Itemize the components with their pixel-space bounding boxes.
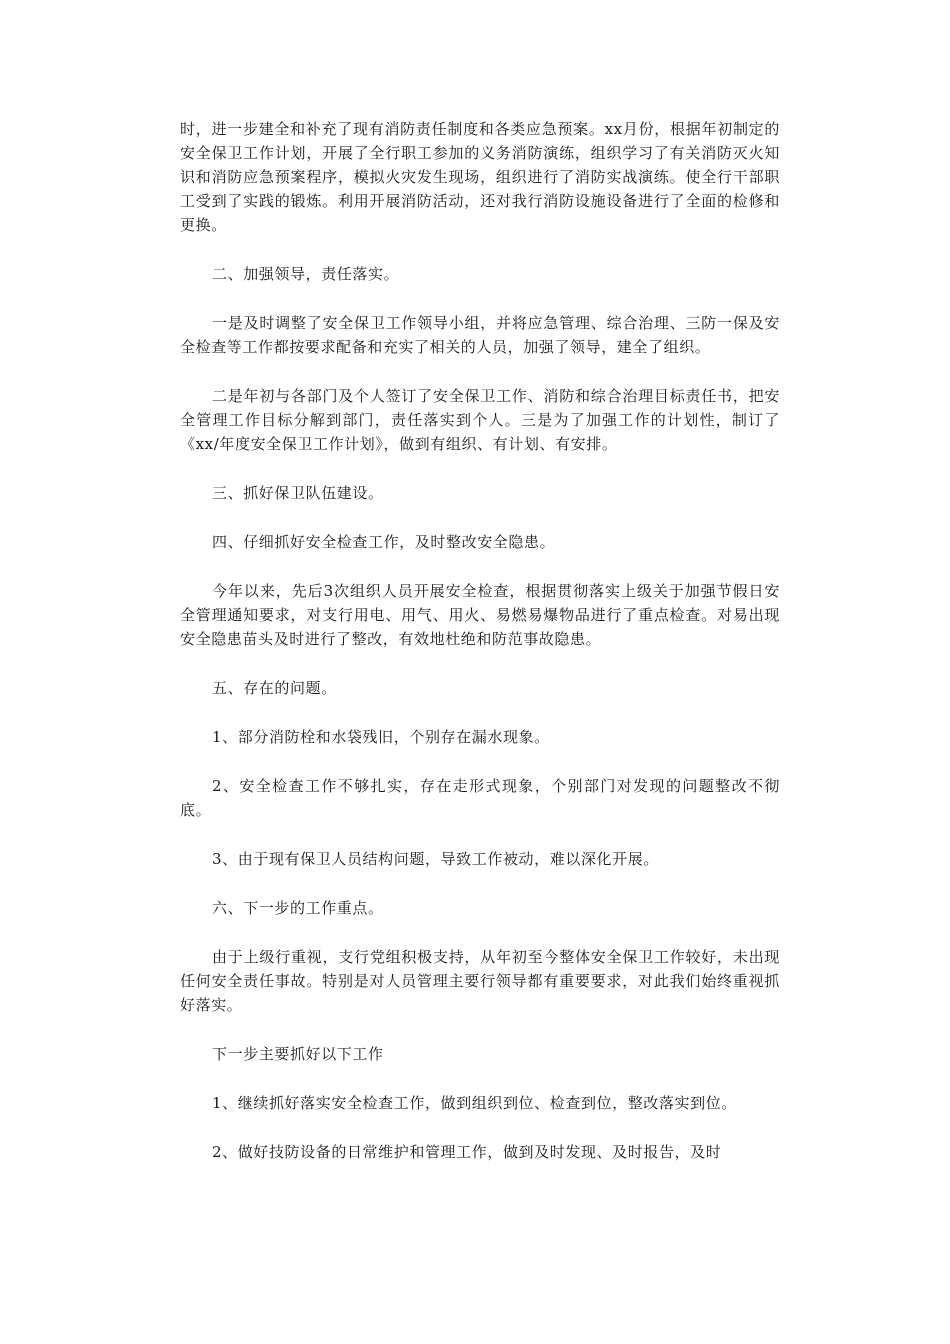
paragraph: 二是年初与各部门及个人签订了安全保卫工作、消防和综合治理目标责任书，把安全管理工作目标分解到部门，责任落实到个人。三是为了加强工作的计划性，制订了《xx/年度安全保卫工作计划》，做到有组织、有计划、有安排。 (180, 387, 780, 453)
paragraph: 下一步主要抓好以下工作 (212, 1045, 384, 1063)
list-item: 1、部分消防栓和水袋残旧，个别存在漏水现象。 (212, 728, 550, 746)
section-heading: 五、存在的问题。 (212, 679, 337, 697)
paragraph: 一是及时调整了安全保卫工作领导小组，并将应急管理、综合治理、三防一保及安全检查等工作都按要求配备和充实了相关的人员，加强了领导，建全了组织。 (180, 314, 780, 356)
list-item: 1、继续抓好落实安全检查工作，做到组织到位、检查到位，整改落实到位。 (212, 1094, 737, 1112)
document-body (180, 117, 780, 1189)
list-item: 2、安全检查工作不够扎实，存在走形式现象，个别部门对发现的问题整改不彻底。 (180, 777, 780, 819)
list-item: 2、做好技防设备的日常维护和管理工作，做到及时发现、及时报告，及时 (212, 1143, 722, 1161)
paragraph: 时，进一步建全和补充了现有消防责任制度和各类应急预案。xx月份，根据年初制定的安全保卫工作计划，开展了全行职工参加的义务消防演练，组织学习了有关消防灭火知识和消防应急预案程序，模拟火灾发生现场，组织进行了消防实战演练。使全行干部职工受到了实践的锻炼。利用开展消防活动，还对我行消防设施设备进行了全面的检修和更换。 (180, 120, 780, 234)
section-heading: 六、下一步的工作重点。 (212, 899, 384, 917)
section-heading: 二、加强领导，责任落实。 (212, 265, 400, 283)
list-item: 3、由于现有保卫人员结构问题，导致工作被动，难以深化开展。 (212, 850, 659, 868)
section-heading: 三、抓好保卫队伍建设。 (212, 484, 384, 502)
paragraph: 由于上级行重视，支行党组积极支持，从年初至今整体安全保卫工作较好，未出现任何安全责任事故。特别是对人员管理主要行领导都有重要要求，对此我们始终重视抓好落实。 (180, 948, 780, 1014)
section-heading: 四、仔细抓好安全检查工作，及时整改安全隐患。 (212, 533, 556, 551)
paragraph: 今年以来，先后3次组织人员开展安全检查，根据贯彻落实上级关于加强节假日安全管理通知要求，对支行用电、用气、用火、易燃易爆物品进行了重点检查。对易出现安全隐患苗头及时进行了整改，有效地杜绝和防范事故隐患。 (180, 582, 780, 648)
